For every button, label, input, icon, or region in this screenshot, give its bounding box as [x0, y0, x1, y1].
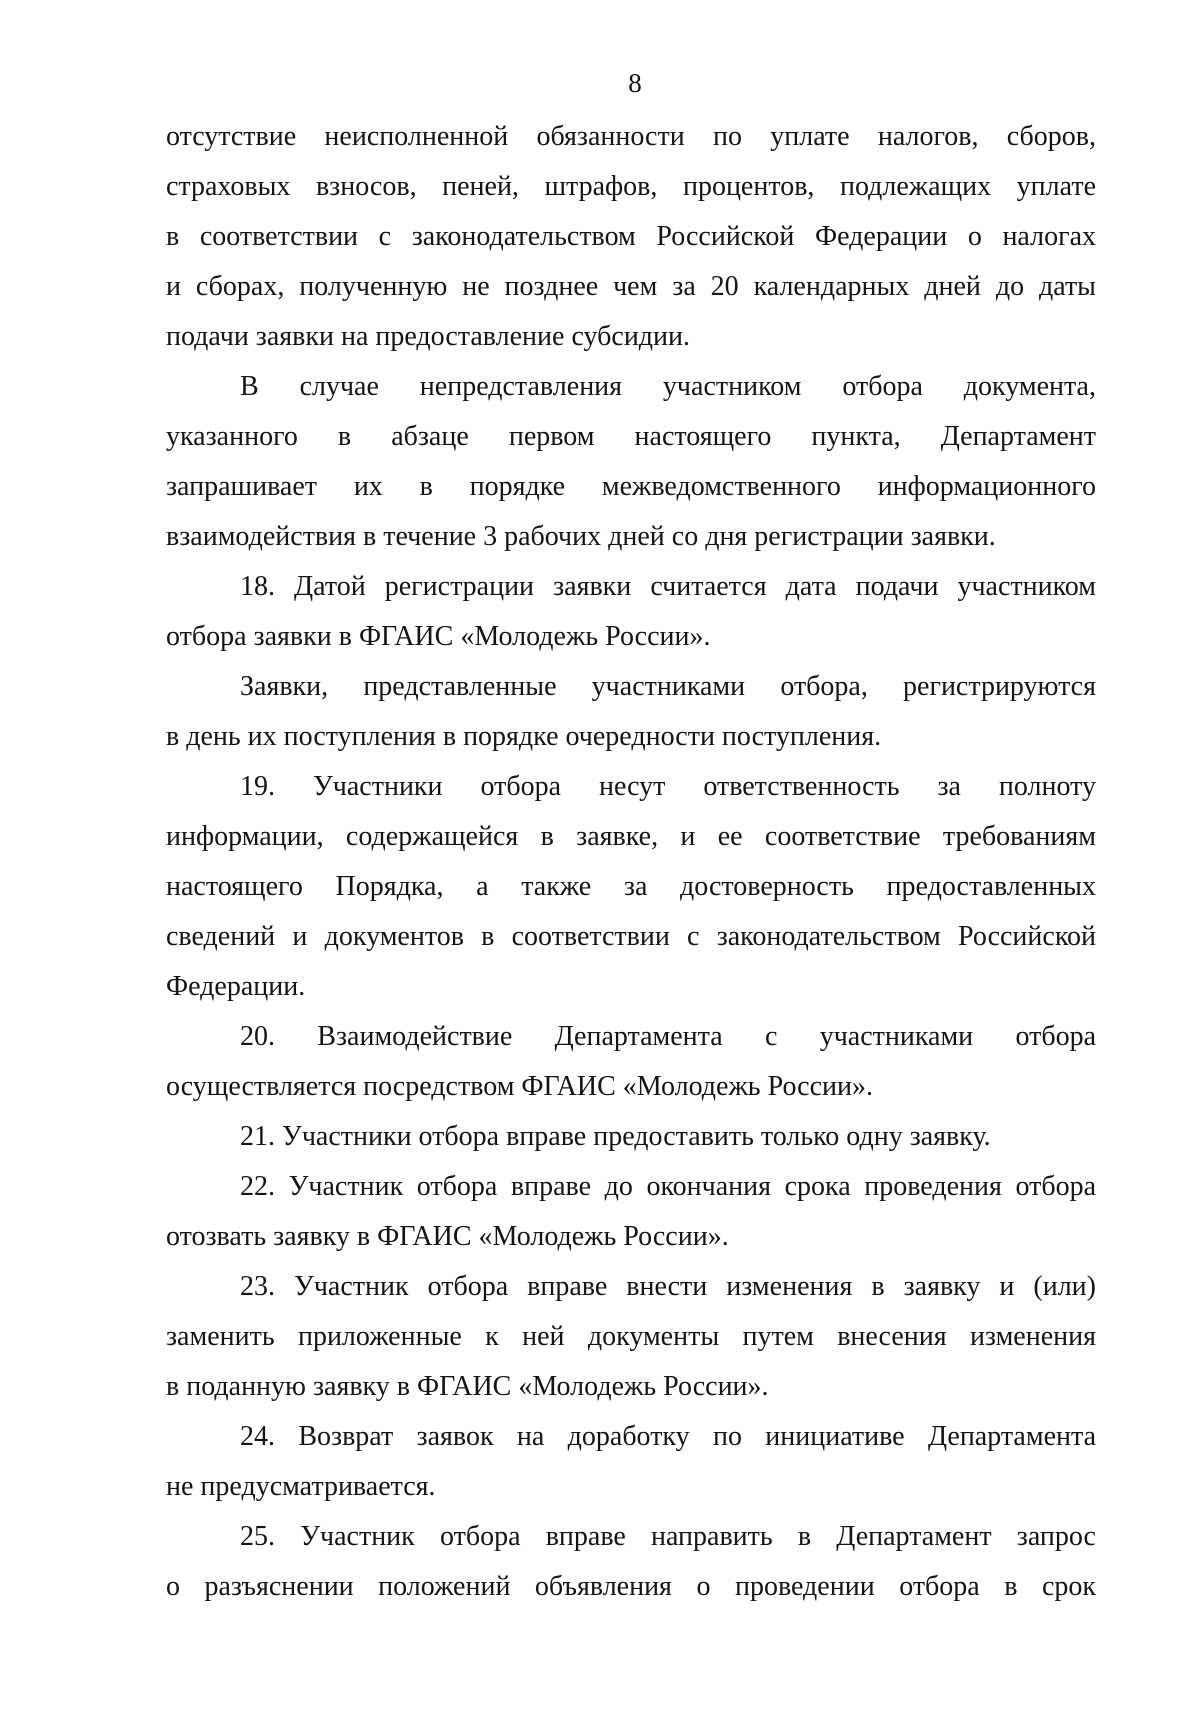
text-line: отозвать заявку в ФГАИС «Молодежь России». — [166, 1221, 729, 1252]
text-line: 24. Возврат заявок на доработку по инициативе Департамента — [240, 1421, 1096, 1452]
text-line: взаимодействия в течение 3 рабочих дней со дня регистрации заявки. — [166, 521, 996, 552]
paragraph — [166, 1012, 1096, 1112]
text-line: указанного в абзаце первом настоящего пункта, Департамент — [166, 421, 1096, 452]
paragraph — [166, 662, 1096, 762]
paragraph — [166, 562, 1096, 662]
text-line: 20. Взаимодействие Департамента с участниками отбора — [240, 1021, 1096, 1052]
text-line: запрашивает их в порядке межведомственного информационного — [166, 471, 1096, 502]
text-line: сведений и документов в соответствии с законодательством Российской — [166, 921, 1096, 952]
text-line: не предусматривается. — [166, 1471, 436, 1502]
text-line: отбора заявки в ФГАИС «Молодежь России». — [166, 621, 711, 652]
paragraph — [166, 1512, 1096, 1612]
text-line: Заявки, представленные участниками отбора, регистрируются — [240, 671, 1096, 702]
text-line: 21. Участники отбора вправе предоставить только одну заявку. — [240, 1121, 991, 1152]
document-body — [166, 112, 1096, 1612]
text-line: страховых взносов, пеней, штрафов, процентов, подлежащих уплате — [166, 171, 1096, 202]
text-line: В случае непредставления участником отбора документа, — [240, 371, 1096, 402]
paragraph — [166, 762, 1096, 1012]
text-line: заменить приложенные к ней документы путем внесения изменения — [166, 1321, 1096, 1352]
text-line: 22. Участник отбора вправе до окончания срока проведения отбора — [240, 1171, 1096, 1202]
text-line: 19. Участники отбора несут ответственность за полноту — [240, 771, 1096, 802]
text-line: Федерации. — [166, 971, 306, 1002]
text-line: отсутствие неисполненной обязанности по уплате налогов, сборов, — [166, 121, 1096, 152]
text-line: в соответствии с законодательством Российской Федерации о налогах — [166, 221, 1096, 252]
text-line: и сборах, полученную не позднее чем за 20 календарных дней до даты — [166, 271, 1096, 302]
text-line: информации, содержащейся в заявке, и ее соответствие требованиям — [166, 821, 1096, 852]
text-line: 25. Участник отбора вправе направить в Департамент запрос — [240, 1521, 1096, 1552]
text-line: в поданную заявку в ФГАИС «Молодежь России». — [166, 1371, 769, 1402]
paragraph — [166, 362, 1096, 562]
paragraph — [166, 1162, 1096, 1262]
text-line: 23. Участник отбора вправе внести изменения в заявку и (или) — [240, 1271, 1096, 1302]
paragraph — [166, 1112, 1096, 1162]
text-line: о разъяснении положений объявления о проведении отбора в срок — [166, 1571, 1096, 1602]
text-line: 18. Датой регистрации заявки считается дата подачи участником — [240, 571, 1096, 602]
paragraph — [166, 1412, 1096, 1512]
paragraph — [166, 1262, 1096, 1412]
page-number: 8 — [628, 68, 642, 98]
text-line: в день их поступления в порядке очередности поступления. — [166, 721, 882, 752]
text-line: осуществляется посредством ФГАИС «Молодежь России». — [166, 1071, 873, 1102]
text-line: настоящего Порядка, а также за достоверность предоставленных — [166, 871, 1096, 902]
text-line: подачи заявки на предоставление субсидии. — [166, 321, 691, 352]
paragraph — [166, 112, 1096, 362]
